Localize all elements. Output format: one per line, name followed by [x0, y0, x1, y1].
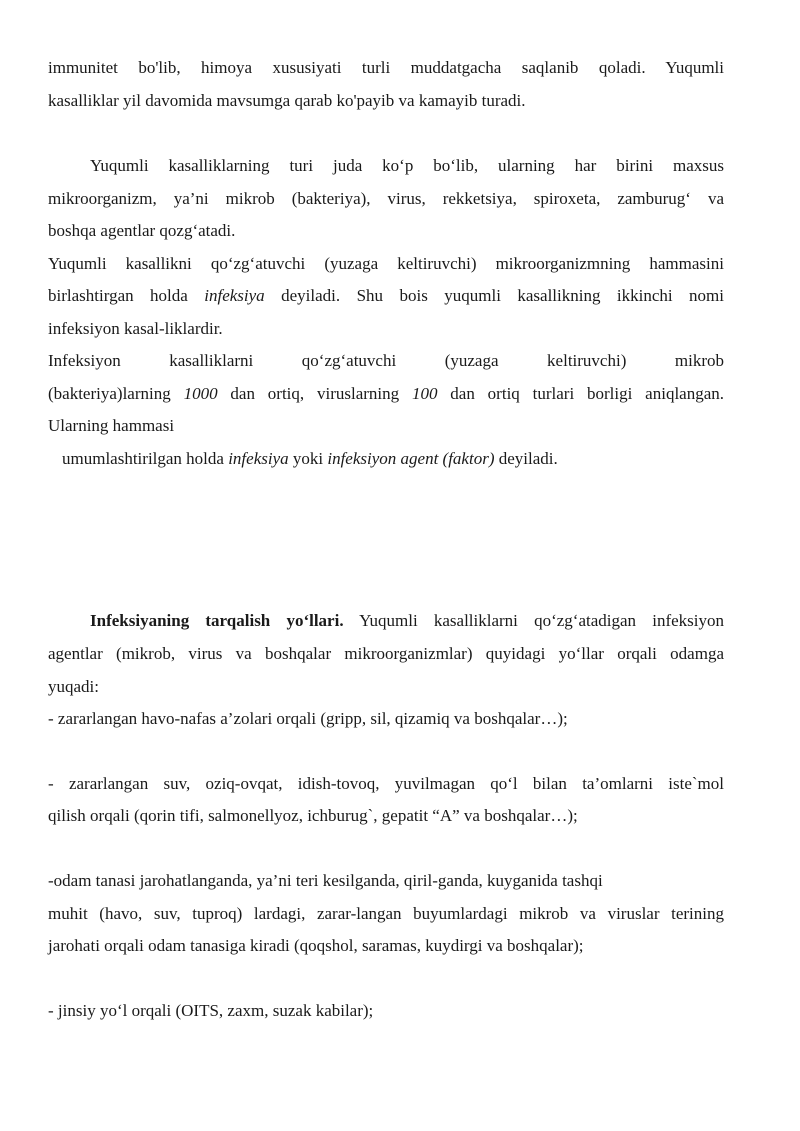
paragraph-4-line-3: Ularning hammasi	[48, 416, 175, 435]
text-run: birlashtirgan holda	[48, 286, 205, 305]
text-run: umumlashtirilgan holda	[62, 449, 229, 468]
text-run: deyiladi. Shu bois yuqumli kasallikning ikkinchi nomi	[264, 286, 724, 305]
list-item-3-line-3: jarohati orqali odam tanasiga kiradi (qoqshol, saramas, kuydirgi va boshqalar);	[48, 936, 584, 955]
paragraph-3-line-1: Yuqumli kasallikni qo‘zg‘atuvchi (yuzaga keltiruvchi) mikroorganizmning hammasini	[48, 254, 724, 273]
paragraph-4-line-2	[48, 383, 724, 405]
italic-number: 1000	[183, 384, 218, 403]
text-run: dan ortiq turlari borligi aniqlangan.	[437, 384, 725, 403]
section-heading: Infeksiyaning tarqalish yo‘llari.	[90, 611, 344, 630]
paragraph-4-line-1: Infeksiyon kasalliklarni qo‘zg‘atuvchi (yuzaga keltiruvchi) mikrob	[48, 351, 724, 370]
paragraph-2-line-2: mikroorganizm, ya’ni mikrob (bakteriya), virus, rekketsiya, spiroxeta, zamburug‘ va	[48, 189, 724, 208]
paragraph-4-line-4	[62, 448, 738, 470]
paragraph-5-line-2: agentlar (mikrob, virus va boshqalar mikroorganizmlar) quyidagi yo‘llar orqali odamga	[48, 644, 724, 663]
text-run: deyiladi.	[494, 449, 558, 468]
list-item-2-line-1: - zararlangan suv, oziq-ovqat, idish-tovoq, yuvilmagan qo‘l bilan ta’omlarni iste`mol	[48, 774, 724, 793]
text-run: (bakteriya)larning	[48, 384, 184, 403]
text-run: Yuqumli kasalliklarni qo‘zg‘atadigan infeksiyon	[343, 611, 724, 630]
text-run: yoki	[288, 449, 328, 468]
list-item-3-line-2: muhit (havo, suv, tuproq) lardagi, zarar-langan buyumlardagi mikrob va viruslar terining	[48, 904, 724, 923]
paragraph-2-line-3: boshqa agentlar qozg‘atadi.	[48, 221, 236, 240]
italic-term: infeksiyon agent (faktor)	[327, 449, 495, 468]
italic-term: infeksiya	[204, 286, 265, 305]
paragraph-5-line-3: yuqadi:	[48, 677, 99, 696]
paragraph-3-line-2	[48, 285, 724, 307]
paragraph-1-line-2: kasalliklar yil davomida mavsumga qarab ko'payib va kamayib turadi.	[48, 91, 526, 110]
paragraph-5-line-1	[90, 610, 724, 632]
italic-number: 100	[411, 384, 438, 403]
italic-term: infeksiya	[228, 449, 289, 468]
list-item-1: - zararlangan havo-nafas a’zolari orqali (gripp, sil, qizamiq va boshqalar…);	[48, 709, 568, 728]
text-run: dan ortiq, viruslarning	[217, 384, 412, 403]
list-item-3-line-1: -odam tanasi jarohatlanganda, ya’ni teri kesilganda, qiril-ganda, kuyganida tashqi	[48, 871, 603, 890]
paragraph-1-line-1: immunitet bo'lib, himoya xususiyati turli muddatgacha saqlanib qoladi. Yuqumli	[48, 58, 724, 77]
list-item-2-line-2: qilish orqali (qorin tifi, salmonellyoz, ichburug`, gepatit “A” va boshqalar…);	[48, 806, 578, 825]
paragraph-3-line-3: infeksiyon kasal-liklardir.	[48, 319, 223, 338]
paragraph-2-line-1: Yuqumli kasalliklarning turi juda ko‘p bo‘lib, ularning har birini maxsus	[90, 156, 724, 175]
list-item-4-line-1: - jinsiy yo‘l orqali (OITS, zaxm, suzak kabilar);	[48, 1001, 374, 1020]
